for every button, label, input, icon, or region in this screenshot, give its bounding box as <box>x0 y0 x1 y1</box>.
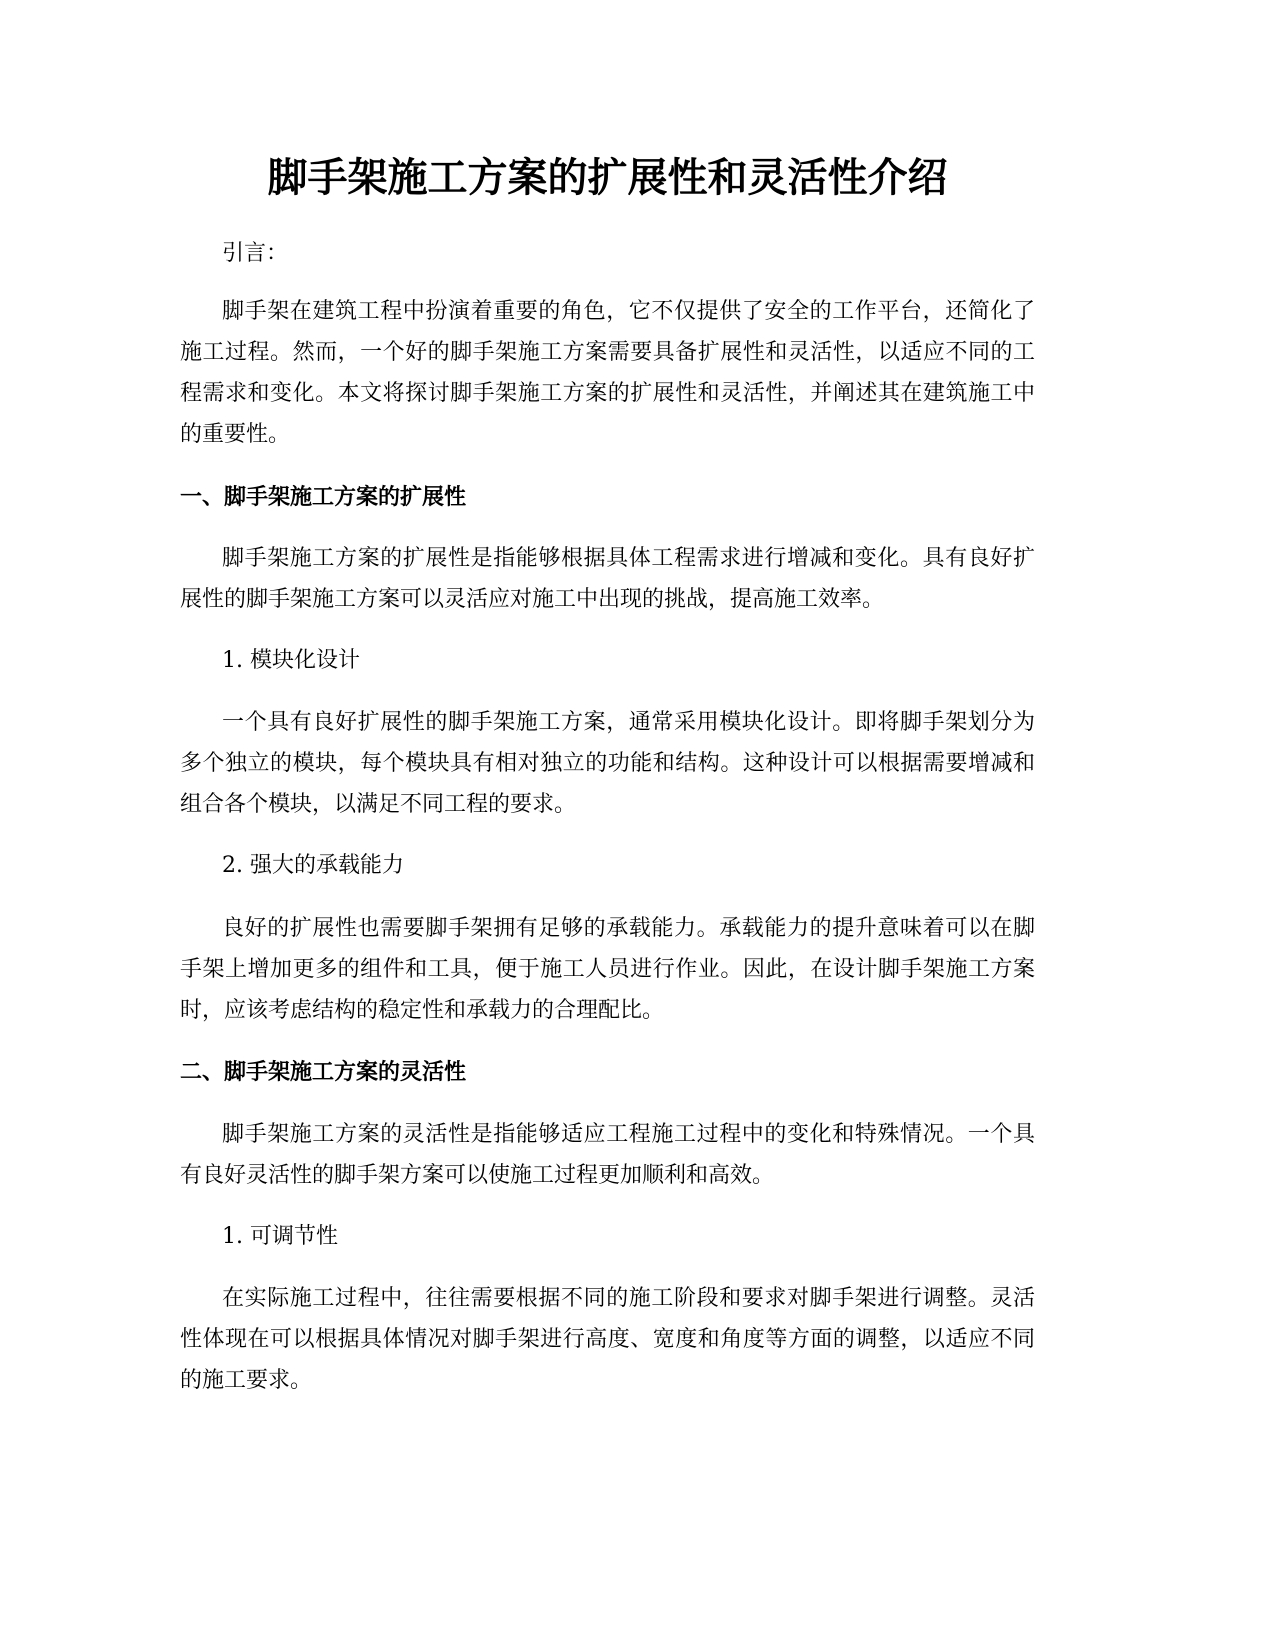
intro-label: 引言： <box>222 241 289 266</box>
section-2-item-1-title: 1. 可调节性 <box>222 1224 338 1249</box>
document-title: 脚手架施工方案的扩展性和灵活性介绍 <box>267 155 948 201</box>
section-2-item-1-body: 在实际施工过程中，往往需要根据不同的施工阶段和要求对脚手架进行调整。灵活性体现在可以根据具体情况对脚手架进行高度、宽度和角度等方面的调整，以适应不同的施工要求。 <box>180 1286 1035 1393</box>
section-1-item-1-title: 1. 模块化设计 <box>222 648 360 673</box>
section-1-item-1-body: 一个具有良好扩展性的脚手架施工方案，通常采用模块化设计。即将脚手架划分为多个独立的模块，每个模块具有相对独立的功能和结构。这种设计可以根据需要增减和组合各个模块，以满足不同工程的要求。 <box>180 710 1035 817</box>
section-1-heading: 一、脚手架施工方案的扩展性 <box>180 485 467 510</box>
section-1-item-2-body: 良好的扩展性也需要脚手架拥有足够的承载能力。承载能力的提升意味着可以在脚手架上增加更多的组件和工具，便于施工人员进行作业。因此，在设计脚手架施工方案时，应该考虑结构的稳定性和承载力的合理配比。 <box>180 916 1035 1023</box>
intro-paragraph: 脚手架在建筑工程中扮演着重要的角色，它不仅提供了安全的工作平台，还简化了施工过程。然而，一个好的脚手架施工方案需要具备扩展性和灵活性，以适应不同的工程需求和变化。本文将探讨脚手架施工方案的扩展性和灵活性，并阐述其在建筑施工中的重要性。 <box>180 299 1035 447</box>
section-1-body: 脚手架施工方案的扩展性是指能够根据具体工程需求进行增减和变化。具有良好扩展性的脚手架施工方案可以灵活应对施工中出现的挑战，提高施工效率。 <box>180 546 1035 612</box>
section-1-item-2-title: 2. 强大的承载能力 <box>222 853 404 878</box>
section-2-heading: 二、脚手架施工方案的灵活性 <box>180 1060 467 1085</box>
section-2-body: 脚手架施工方案的灵活性是指能够适应工程施工过程中的变化和特殊情况。一个具有良好灵活性的脚手架方案可以使施工过程更加顺利和高效。 <box>180 1122 1035 1188</box>
